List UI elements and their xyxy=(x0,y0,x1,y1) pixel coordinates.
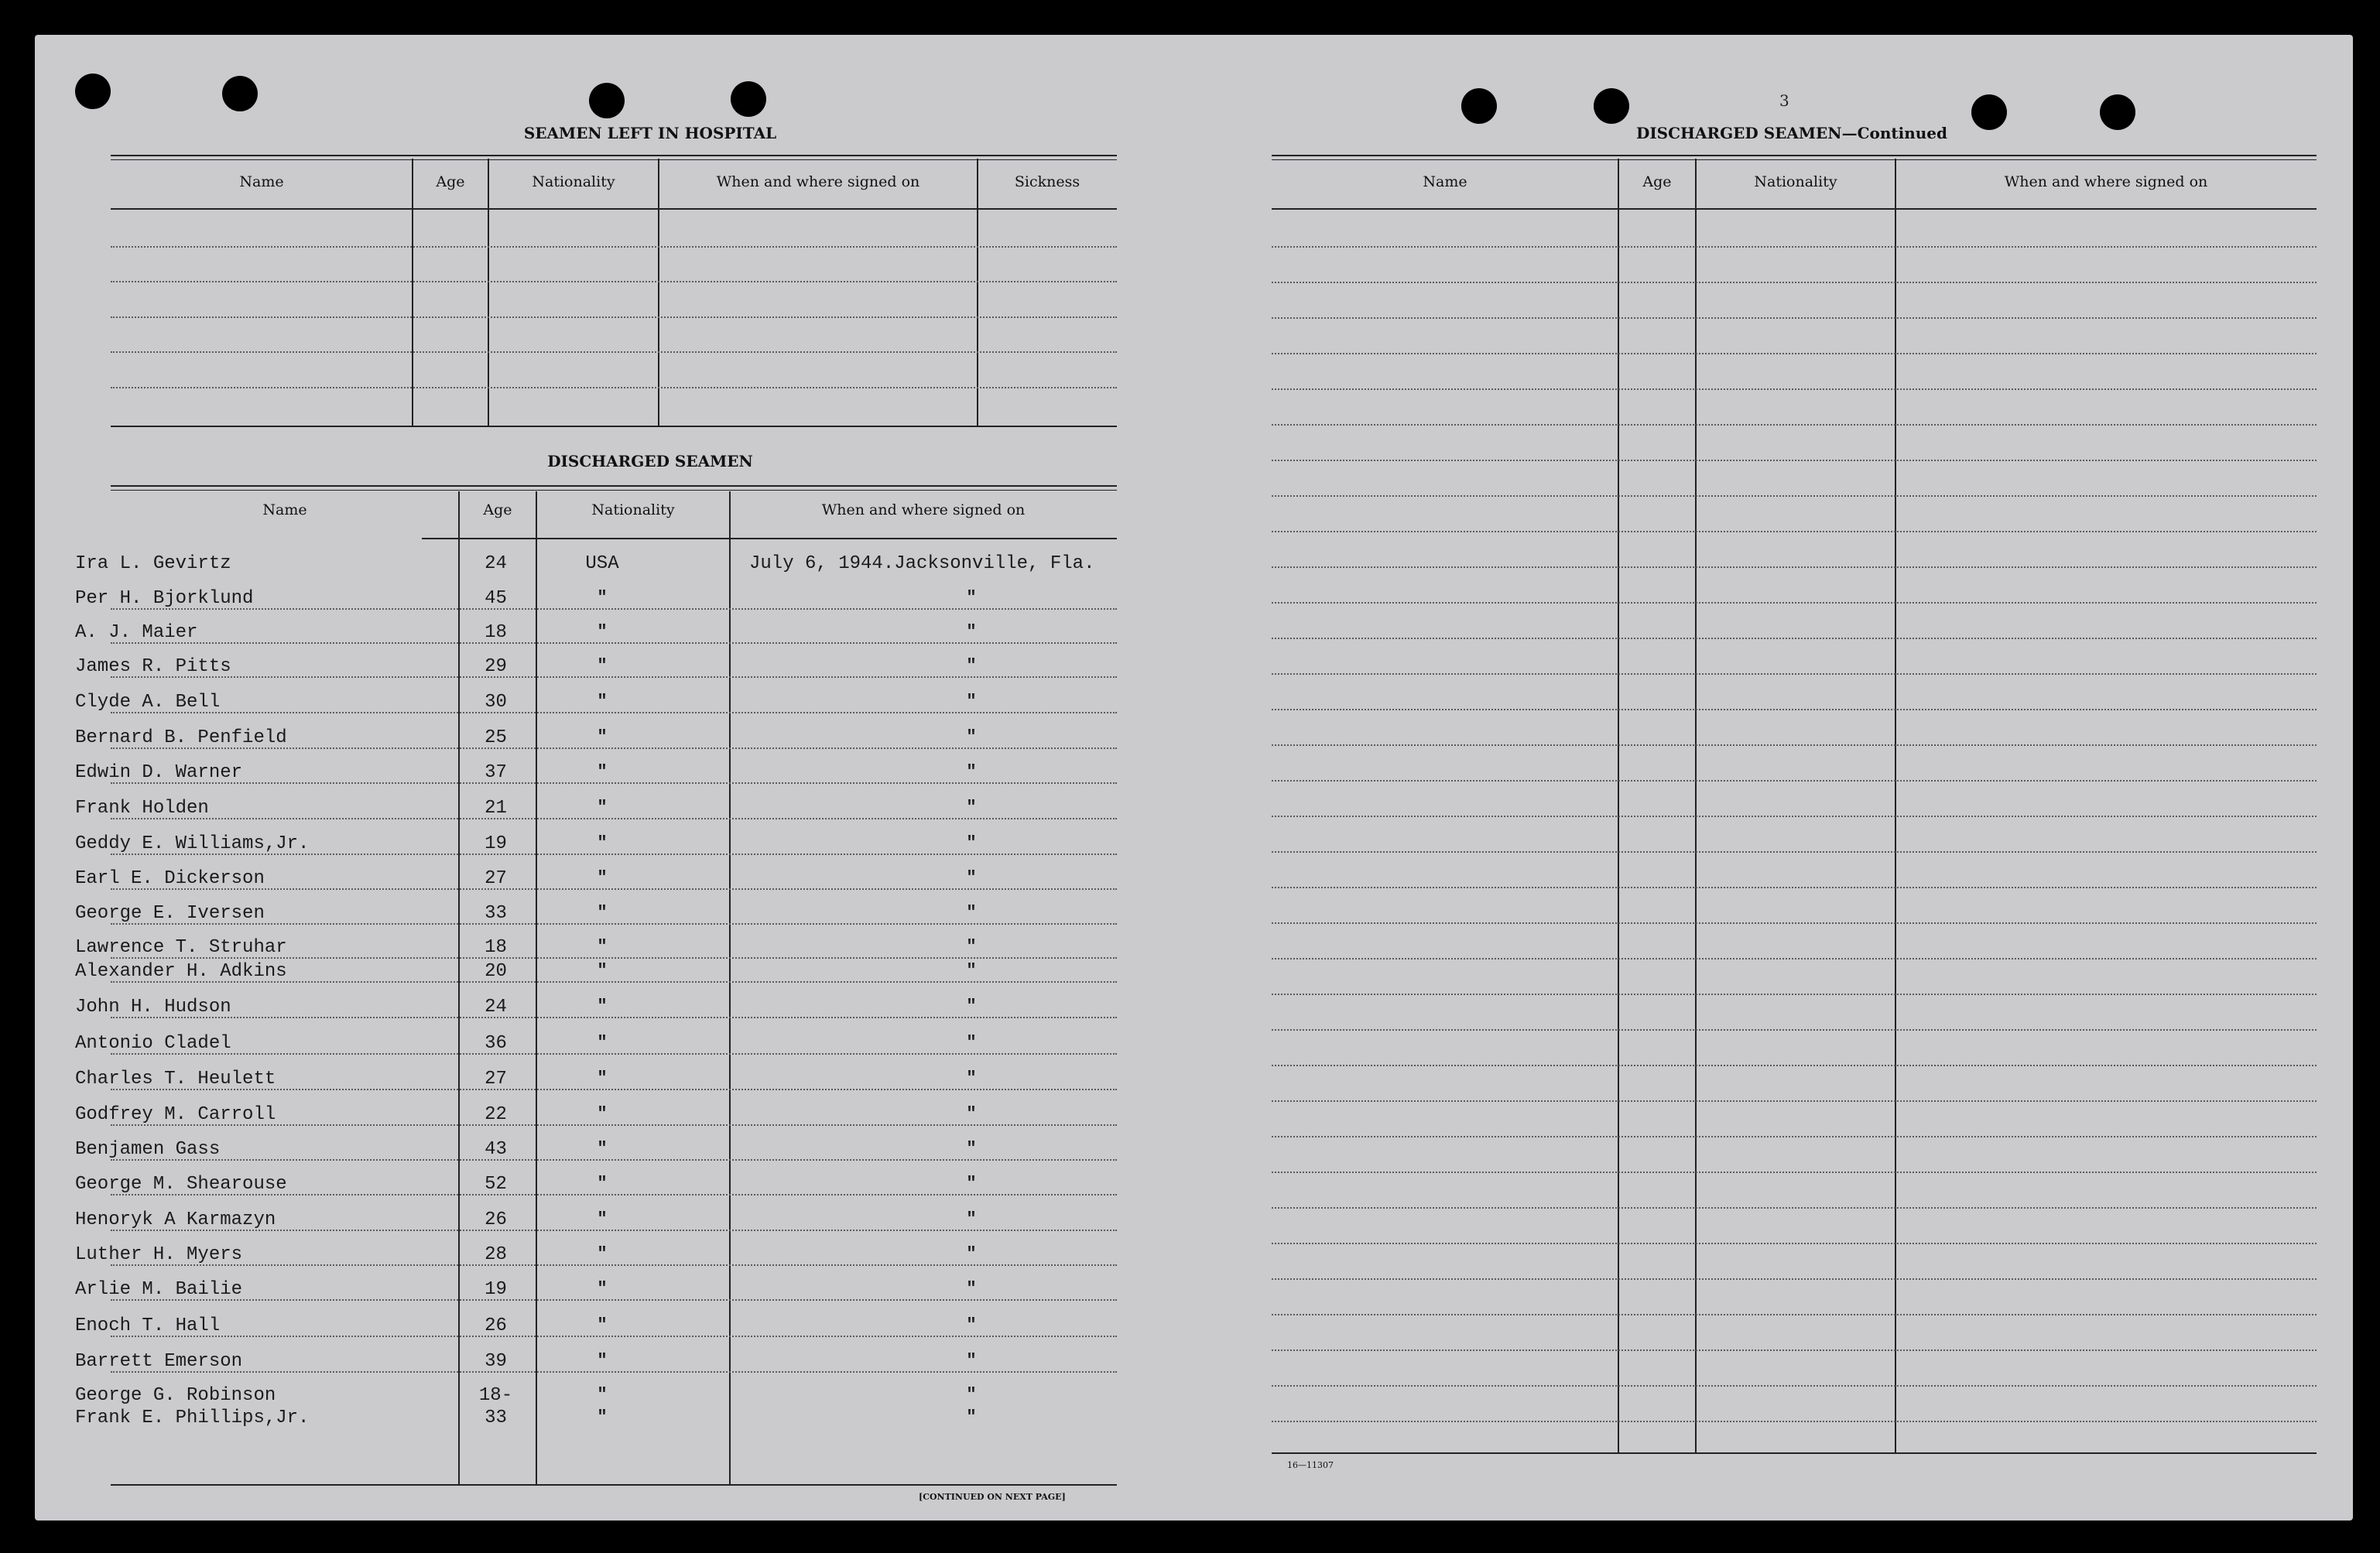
seaman-signed-on: " xyxy=(966,1408,977,1427)
seaman-nationality: " xyxy=(597,1174,608,1193)
entry-line xyxy=(111,246,1117,248)
entry-line xyxy=(1272,1172,2317,1173)
seaman-signed-on: " xyxy=(966,1385,977,1404)
column-divider xyxy=(977,159,978,426)
seaman-age: 19 xyxy=(485,1279,507,1300)
seaman-nationality: " xyxy=(597,1104,608,1124)
seaman-age: 19 xyxy=(485,833,507,854)
entry-line xyxy=(111,1299,1117,1301)
seaman-name: Geddy E. Williams,Jr. xyxy=(75,833,310,854)
seaman-nationality: " xyxy=(597,903,608,922)
entry-line xyxy=(111,1371,1117,1373)
seaman-name: George E. Iversen xyxy=(75,903,265,924)
punch-hole xyxy=(2100,94,2135,130)
punch-hole xyxy=(731,81,766,117)
entry-line xyxy=(1272,638,2317,639)
seaman-name: Alexander H. Adkins xyxy=(75,961,287,982)
seaman-signed-on: " xyxy=(966,1351,977,1370)
seaman-nationality: " xyxy=(597,727,608,747)
seaman-name: Arlie M. Bailie xyxy=(75,1279,243,1300)
entry-line xyxy=(111,608,1117,610)
seaman-name: A. J. Maier xyxy=(75,622,198,643)
seaman-age: 25 xyxy=(485,727,507,748)
punch-hole xyxy=(1461,88,1497,124)
seaman-nationality: " xyxy=(597,1069,608,1088)
column-header: When and where signed on xyxy=(2004,173,2208,190)
seaman-name: James R. Pitts xyxy=(75,656,231,677)
seaman-age: 26 xyxy=(485,1315,507,1336)
seaman-nationality: " xyxy=(597,762,608,782)
seaman-signed-on: " xyxy=(966,868,977,888)
column-header: Name xyxy=(239,173,284,190)
seaman-signed-on: " xyxy=(966,727,977,747)
section-end-rule xyxy=(111,1484,1117,1486)
entry-line xyxy=(1272,531,2317,532)
seaman-nationality: USA xyxy=(585,553,619,574)
seaman-age: 37 xyxy=(485,762,507,783)
seaman-name: Charles T. Heulett xyxy=(75,1069,276,1089)
seaman-age: 39 xyxy=(485,1351,507,1372)
seaman-nationality: " xyxy=(597,622,608,641)
seaman-name: Frank Holden xyxy=(75,798,209,819)
entry-line xyxy=(1272,566,2317,568)
entry-line xyxy=(1272,282,2317,283)
entry-line xyxy=(1272,424,2317,426)
header-rule xyxy=(111,155,1117,160)
seaman-signed-on: " xyxy=(966,1139,977,1158)
entry-line xyxy=(1272,744,2317,746)
punch-hole xyxy=(1594,88,1629,124)
seaman-signed-on: " xyxy=(966,1174,977,1193)
seaman-nationality: " xyxy=(597,1209,608,1229)
seaman-age: 33 xyxy=(485,903,507,924)
entry-line xyxy=(111,1264,1117,1266)
seaman-signed-on: " xyxy=(966,833,977,853)
seaman-age: 33 xyxy=(485,1408,507,1428)
header-rule xyxy=(111,485,1117,491)
seaman-name: Per H. Bjorklund xyxy=(75,588,254,609)
continued-section-title: DISCHARGED SEAMEN—Continued xyxy=(1635,124,1948,142)
entry-line xyxy=(1272,1029,2317,1031)
seaman-age: 18 xyxy=(485,622,507,643)
entry-line xyxy=(1272,388,2317,390)
entry-line xyxy=(1272,1243,2317,1244)
column-header: Age xyxy=(483,501,512,518)
entry-line xyxy=(111,642,1117,644)
seaman-nationality: " xyxy=(597,868,608,888)
seaman-nationality: " xyxy=(597,1033,608,1052)
seaman-signed-on: " xyxy=(966,1279,977,1298)
seaman-nationality: " xyxy=(597,588,608,607)
seaman-signed-on: " xyxy=(966,1033,977,1052)
entry-line xyxy=(1272,780,2317,782)
seaman-signed-on: " xyxy=(966,903,977,922)
seaman-name: Godfrey M. Carroll xyxy=(75,1104,276,1125)
seaman-age: 24 xyxy=(485,997,507,1018)
column-header: Age xyxy=(436,173,465,190)
seaman-name: Luther H. Myers xyxy=(75,1244,243,1265)
discharged-section-title: DISCHARGED SEAMEN xyxy=(547,452,753,470)
entry-line xyxy=(1272,1278,2317,1280)
seaman-signed-on: " xyxy=(966,1244,977,1264)
seaman-nationality: " xyxy=(597,997,608,1016)
seaman-signed-on: " xyxy=(966,656,977,676)
seaman-nationality: " xyxy=(597,937,608,956)
entry-line xyxy=(1272,1385,2317,1387)
seaman-age: 45 xyxy=(485,588,507,609)
column-header: Name xyxy=(262,501,307,518)
seaman-signed-on: " xyxy=(966,961,977,980)
seaman-age: 18- xyxy=(478,1385,513,1406)
column-header: When and where signed on xyxy=(821,501,1026,518)
manifest-page xyxy=(35,35,2353,1521)
entry-line xyxy=(1272,602,2317,604)
entry-line xyxy=(1272,1100,2317,1102)
punch-hole xyxy=(589,83,625,118)
seaman-name: Frank E. Phillips,Jr. xyxy=(75,1408,310,1428)
seaman-signed-on: " xyxy=(966,588,977,607)
page-number: 3 xyxy=(1779,91,1789,110)
seaman-signed-on: " xyxy=(966,622,977,641)
seaman-nationality: " xyxy=(597,692,608,711)
seaman-name: Barrett Emerson xyxy=(75,1351,243,1372)
column-header: Sickness xyxy=(1014,173,1080,190)
continued-note: [CONTINUED ON NEXT PAGE] xyxy=(919,1492,1066,1502)
seaman-signed-on: " xyxy=(966,692,977,711)
seaman-age: 21 xyxy=(485,798,507,819)
entry-line xyxy=(111,712,1117,713)
seaman-nationality: " xyxy=(597,1139,608,1158)
header-rule xyxy=(422,538,1117,539)
seaman-age: 20 xyxy=(485,961,507,982)
seaman-age: 27 xyxy=(485,868,507,889)
seaman-signed-on: July 6, 1944.Jacksonville, Fla. xyxy=(749,553,1095,574)
column-divider xyxy=(658,159,659,426)
punch-hole xyxy=(222,76,258,111)
seaman-nationality: " xyxy=(597,1385,608,1404)
section-end-rule xyxy=(1272,1452,2317,1454)
seaman-name: Clyde A. Bell xyxy=(75,692,221,713)
seaman-nationality: " xyxy=(597,1244,608,1264)
seaman-name: Antonio Cladel xyxy=(75,1033,231,1054)
entry-line xyxy=(1272,246,2317,248)
seaman-name: Lawrence T. Struhar xyxy=(75,937,287,958)
seaman-name: Edwin D. Warner xyxy=(75,762,243,783)
entry-line xyxy=(1272,994,2317,995)
entry-line xyxy=(111,387,1117,388)
seaman-signed-on: " xyxy=(966,937,977,956)
entry-line xyxy=(1272,673,2317,675)
column-header: Age xyxy=(1642,173,1672,190)
seaman-nationality: " xyxy=(597,1408,608,1427)
entry-line xyxy=(111,818,1117,819)
column-header: Name xyxy=(1423,173,1467,190)
form-number: 16—11307 xyxy=(1287,1460,1334,1470)
entry-line xyxy=(1272,1207,2317,1209)
entry-line xyxy=(111,281,1117,282)
entry-line xyxy=(1272,1136,2317,1137)
seaman-age: 30 xyxy=(485,692,507,713)
seaman-age: 26 xyxy=(485,1209,507,1230)
seaman-age: 28 xyxy=(485,1244,507,1265)
column-divider xyxy=(412,159,413,426)
entry-line xyxy=(111,1017,1117,1018)
hospital-section-title: SEAMEN LEFT IN HOSPITAL xyxy=(523,124,777,142)
seaman-nationality: " xyxy=(597,1351,608,1370)
seaman-signed-on: " xyxy=(966,1069,977,1088)
seaman-signed-on: " xyxy=(966,1104,977,1124)
seaman-age: 18 xyxy=(485,937,507,958)
entry-line xyxy=(1272,317,2317,319)
entry-line xyxy=(1272,816,2317,817)
seaman-age: 27 xyxy=(485,1069,507,1089)
seaman-name: Henoryk A Karmazyn xyxy=(75,1209,276,1230)
seaman-age: 52 xyxy=(485,1174,507,1195)
seaman-age: 36 xyxy=(485,1033,507,1054)
entry-line xyxy=(1272,958,2317,960)
seaman-age: 43 xyxy=(485,1139,507,1160)
seaman-name: George M. Shearouse xyxy=(75,1174,287,1195)
entry-line xyxy=(1272,851,2317,853)
header-rule xyxy=(1272,208,2317,210)
section-end-rule xyxy=(111,426,1117,427)
entry-line xyxy=(111,316,1117,318)
entry-line xyxy=(111,1336,1117,1337)
entry-line xyxy=(1272,1349,2317,1351)
column-header: Nationality xyxy=(591,501,675,518)
column-header: When and where signed on xyxy=(716,173,920,190)
header-rule xyxy=(111,208,1117,210)
entry-line xyxy=(1272,353,2317,354)
entry-line xyxy=(1272,460,2317,461)
seaman-nationality: " xyxy=(597,833,608,853)
entry-line xyxy=(1272,709,2317,710)
entry-line xyxy=(111,351,1117,353)
seaman-signed-on: " xyxy=(966,762,977,782)
entry-line xyxy=(1272,1421,2317,1422)
entry-line xyxy=(111,1159,1117,1161)
seaman-name: Benjamen Gass xyxy=(75,1139,221,1160)
header-rule xyxy=(1272,155,2317,160)
seaman-name: John H. Hudson xyxy=(75,997,231,1018)
seaman-nationality: " xyxy=(597,798,608,817)
entry-line xyxy=(111,782,1117,784)
entry-line xyxy=(1272,1314,2317,1315)
entry-line xyxy=(111,676,1117,678)
seaman-age: 22 xyxy=(485,1104,507,1125)
column-divider xyxy=(488,159,489,426)
column-header: Nationality xyxy=(1754,173,1837,190)
seaman-nationality: " xyxy=(597,1279,608,1298)
seaman-signed-on: " xyxy=(966,1209,977,1229)
column-header: Nationality xyxy=(532,173,615,190)
entry-line xyxy=(1272,922,2317,924)
seaman-age: 29 xyxy=(485,656,507,677)
seaman-nationality: " xyxy=(597,1315,608,1335)
entry-line xyxy=(1272,1065,2317,1066)
seaman-nationality: " xyxy=(597,656,608,676)
seaman-signed-on: " xyxy=(966,1315,977,1335)
seaman-age: 24 xyxy=(485,553,507,574)
seaman-name: Earl E. Dickerson xyxy=(75,868,265,889)
punch-hole xyxy=(75,74,111,109)
seaman-name: Enoch T. Hall xyxy=(75,1315,221,1336)
entry-line xyxy=(1272,887,2317,888)
entry-line xyxy=(1272,495,2317,497)
seaman-name: George G. Robinson xyxy=(75,1385,276,1406)
entry-line xyxy=(111,1053,1117,1055)
seaman-signed-on: " xyxy=(966,798,977,817)
seaman-name: Ira L. Gevirtz xyxy=(75,553,231,574)
seaman-nationality: " xyxy=(597,961,608,980)
seaman-signed-on: " xyxy=(966,997,977,1016)
seaman-name: Bernard B. Penfield xyxy=(75,727,287,748)
